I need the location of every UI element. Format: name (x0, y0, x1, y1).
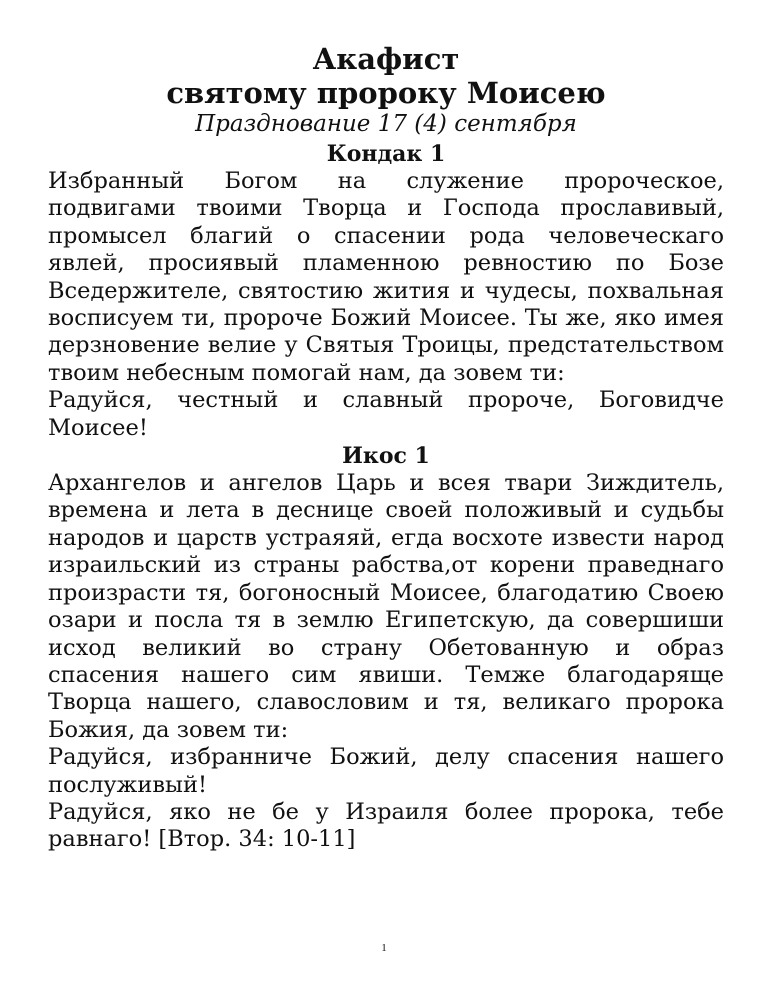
document-title-line1: Акафист (312, 42, 460, 76)
document-title-line2: святому пророку Моисею (166, 76, 606, 110)
page-number: 1 (381, 942, 387, 954)
kondak-text: Избранный Богом на служение пророческое, подвигами твоими Творца и Господа прославивый, промысел благий о спасении рода человеческаго явлей, просиявый пламенною ревностию по Бозе Вседержителе, святостию жития и чудесы, похвальная восписуем ти, пророче Божий Моисее. Ты же, яко имея дерзновение велие у Святыя Троицы, предстательством твоим небесным помогай нам, да зовем ти: (48, 168, 724, 386)
kondak-refrain: Радуйся, честный и славный пророче, Боговидче Моисее! (48, 387, 724, 441)
document-page (48, 42, 724, 854)
ikos-refrain-1: Радуйся, избранниче Божий, делу спасения нашего послуживый! (48, 744, 724, 798)
ikos-text: Архангелов и ангелов Царь и всея твари Зиждитель, времена и лета в деснице своей положивый и судьбы народов и царств устраяяй, егда восхоте извести народ израильский из страны рабства,от корени праведнаго произрасти тя, богоносный Моисее, благодатию Своею озари и посла тя в землю Египетскую, да совершиши исход великий во страну Обетованную и образ спасения нашего сим явиши. Темже благодаряще Творца нашего, славословим и тя, великаго пророка Божия, да зовем ти: (48, 470, 724, 743)
ikos-heading: Икос 1 (342, 443, 430, 470)
ikos-refrain-2: Радуйся, яко не бе у Израиля более пророка, тебе равнаго! [Втор. 34: 10-11] (48, 798, 724, 853)
feast-date-subtitle: Празднование 17 (4) сентября (195, 111, 577, 137)
kondak-heading: Кондак 1 (326, 141, 446, 167)
